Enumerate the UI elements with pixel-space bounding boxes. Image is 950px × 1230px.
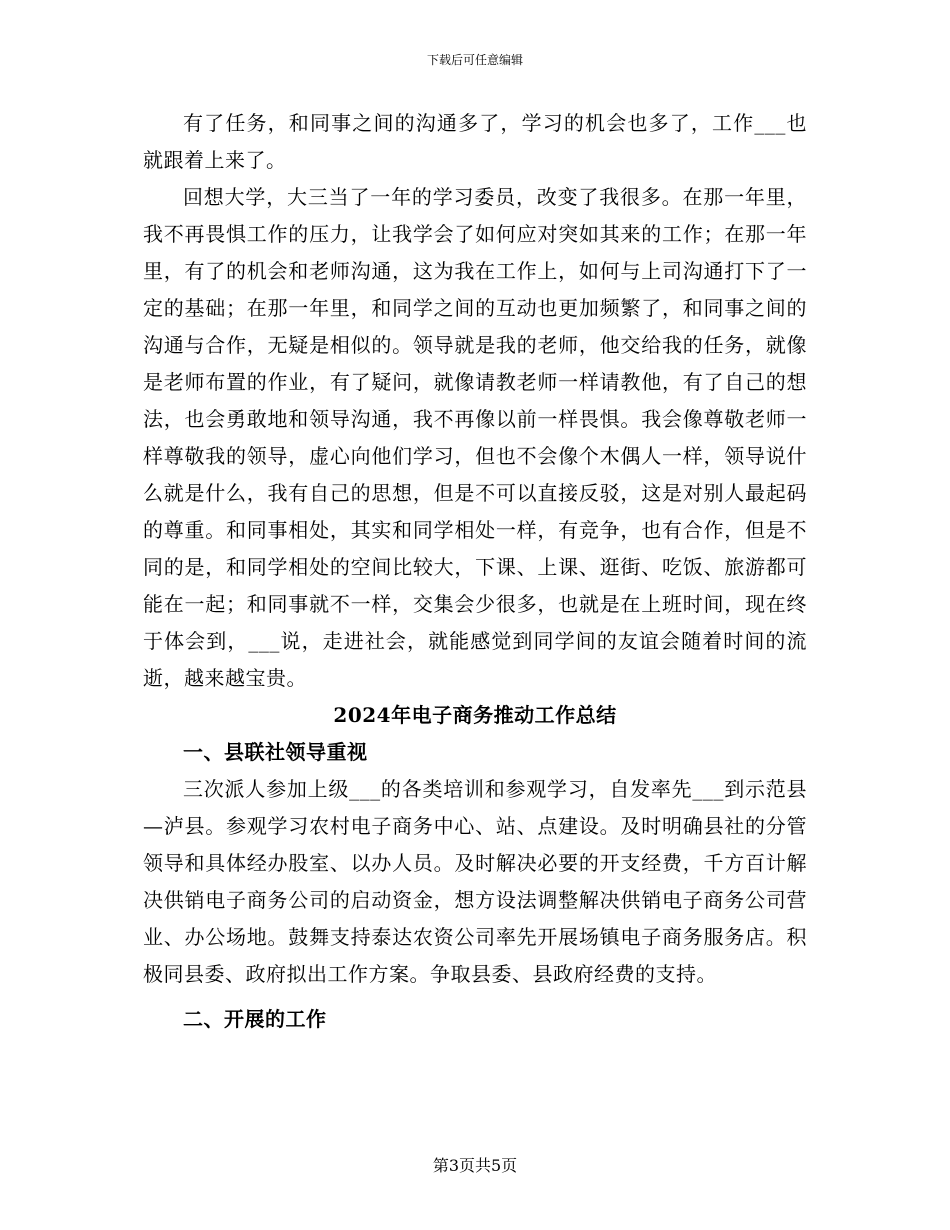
body-paragraph: 三次派人参加上级___的各类培训和参观学习，自发率先___到示范县—泸县。参观学习农村电子商务中心、站、点建设。及时明确县社的分管领导和具体经办股室、以办人员。及时解决必要的开支经费，千方百计解决供销电子商务公司的启动资金，想方设法调整解决供销电子商务公司营业、办公场地。鼓舞支持泰达农资公司率先开展场镇电子商务服务店。积极同县委、政府拟出工作方案。争取县委、县政府经费的支持。 (143, 777, 807, 986)
body-paragraph: 回想大学，大三当了一年的学习委员，改变了我很多。在那一年里，我不再畏惧工作的压力，让我学会了如何应对突如其来的工作；在那一年里，有了的机会和老师沟通，这为我在工作上，如何与上司沟通打下了一定的基础；在那一年里，和同学之间的互动也更加频繁了，和同事之间的沟通与合作，无疑是相似的。领导就是我的老师，他交给我的任务，就像是老师布置的作业，有了疑问，就像请教老师一样请教他，有了自己的想法，也会勇敢地和领导沟通，我不再像以前一样畏惧。我会像尊敬老师一样尊敬我的领导，虚心向他们学习，但也不会像个木偶人一样，领导说什么就是什么，我有自己的思想，但是不可以直接反驳，这是对别人最起码的尊重。和同事相处，其实和同学相处一样，有竞争，也有合作，但是不同的是，和同学相处的空间比较大，下课、上课、逛街、吃饭、旅游都可能在一起；和同事就不一样，交集会少很多，也就是在上班时间，现在终于体会到，___说，走进社会，就能感觉到同学间的友谊会随着时间的流逝，越来越宝贵。 (143, 185, 807, 690)
body-paragraph: 有了任务，和同事之间的沟通多了，学习的机会也多了，工作___也就跟着上来了。 (143, 111, 807, 172)
page-header: 下载后可任意编辑 (426, 53, 523, 67)
section-heading: 一、县联社领导重视 (183, 740, 368, 764)
document-body (143, 105, 807, 1038)
page-footer: 第3页共5页 (432, 1156, 518, 1175)
document-title: 2024年电子商务推动工作总结 (333, 703, 617, 727)
section-heading: 二、开展的工作 (183, 1007, 327, 1031)
